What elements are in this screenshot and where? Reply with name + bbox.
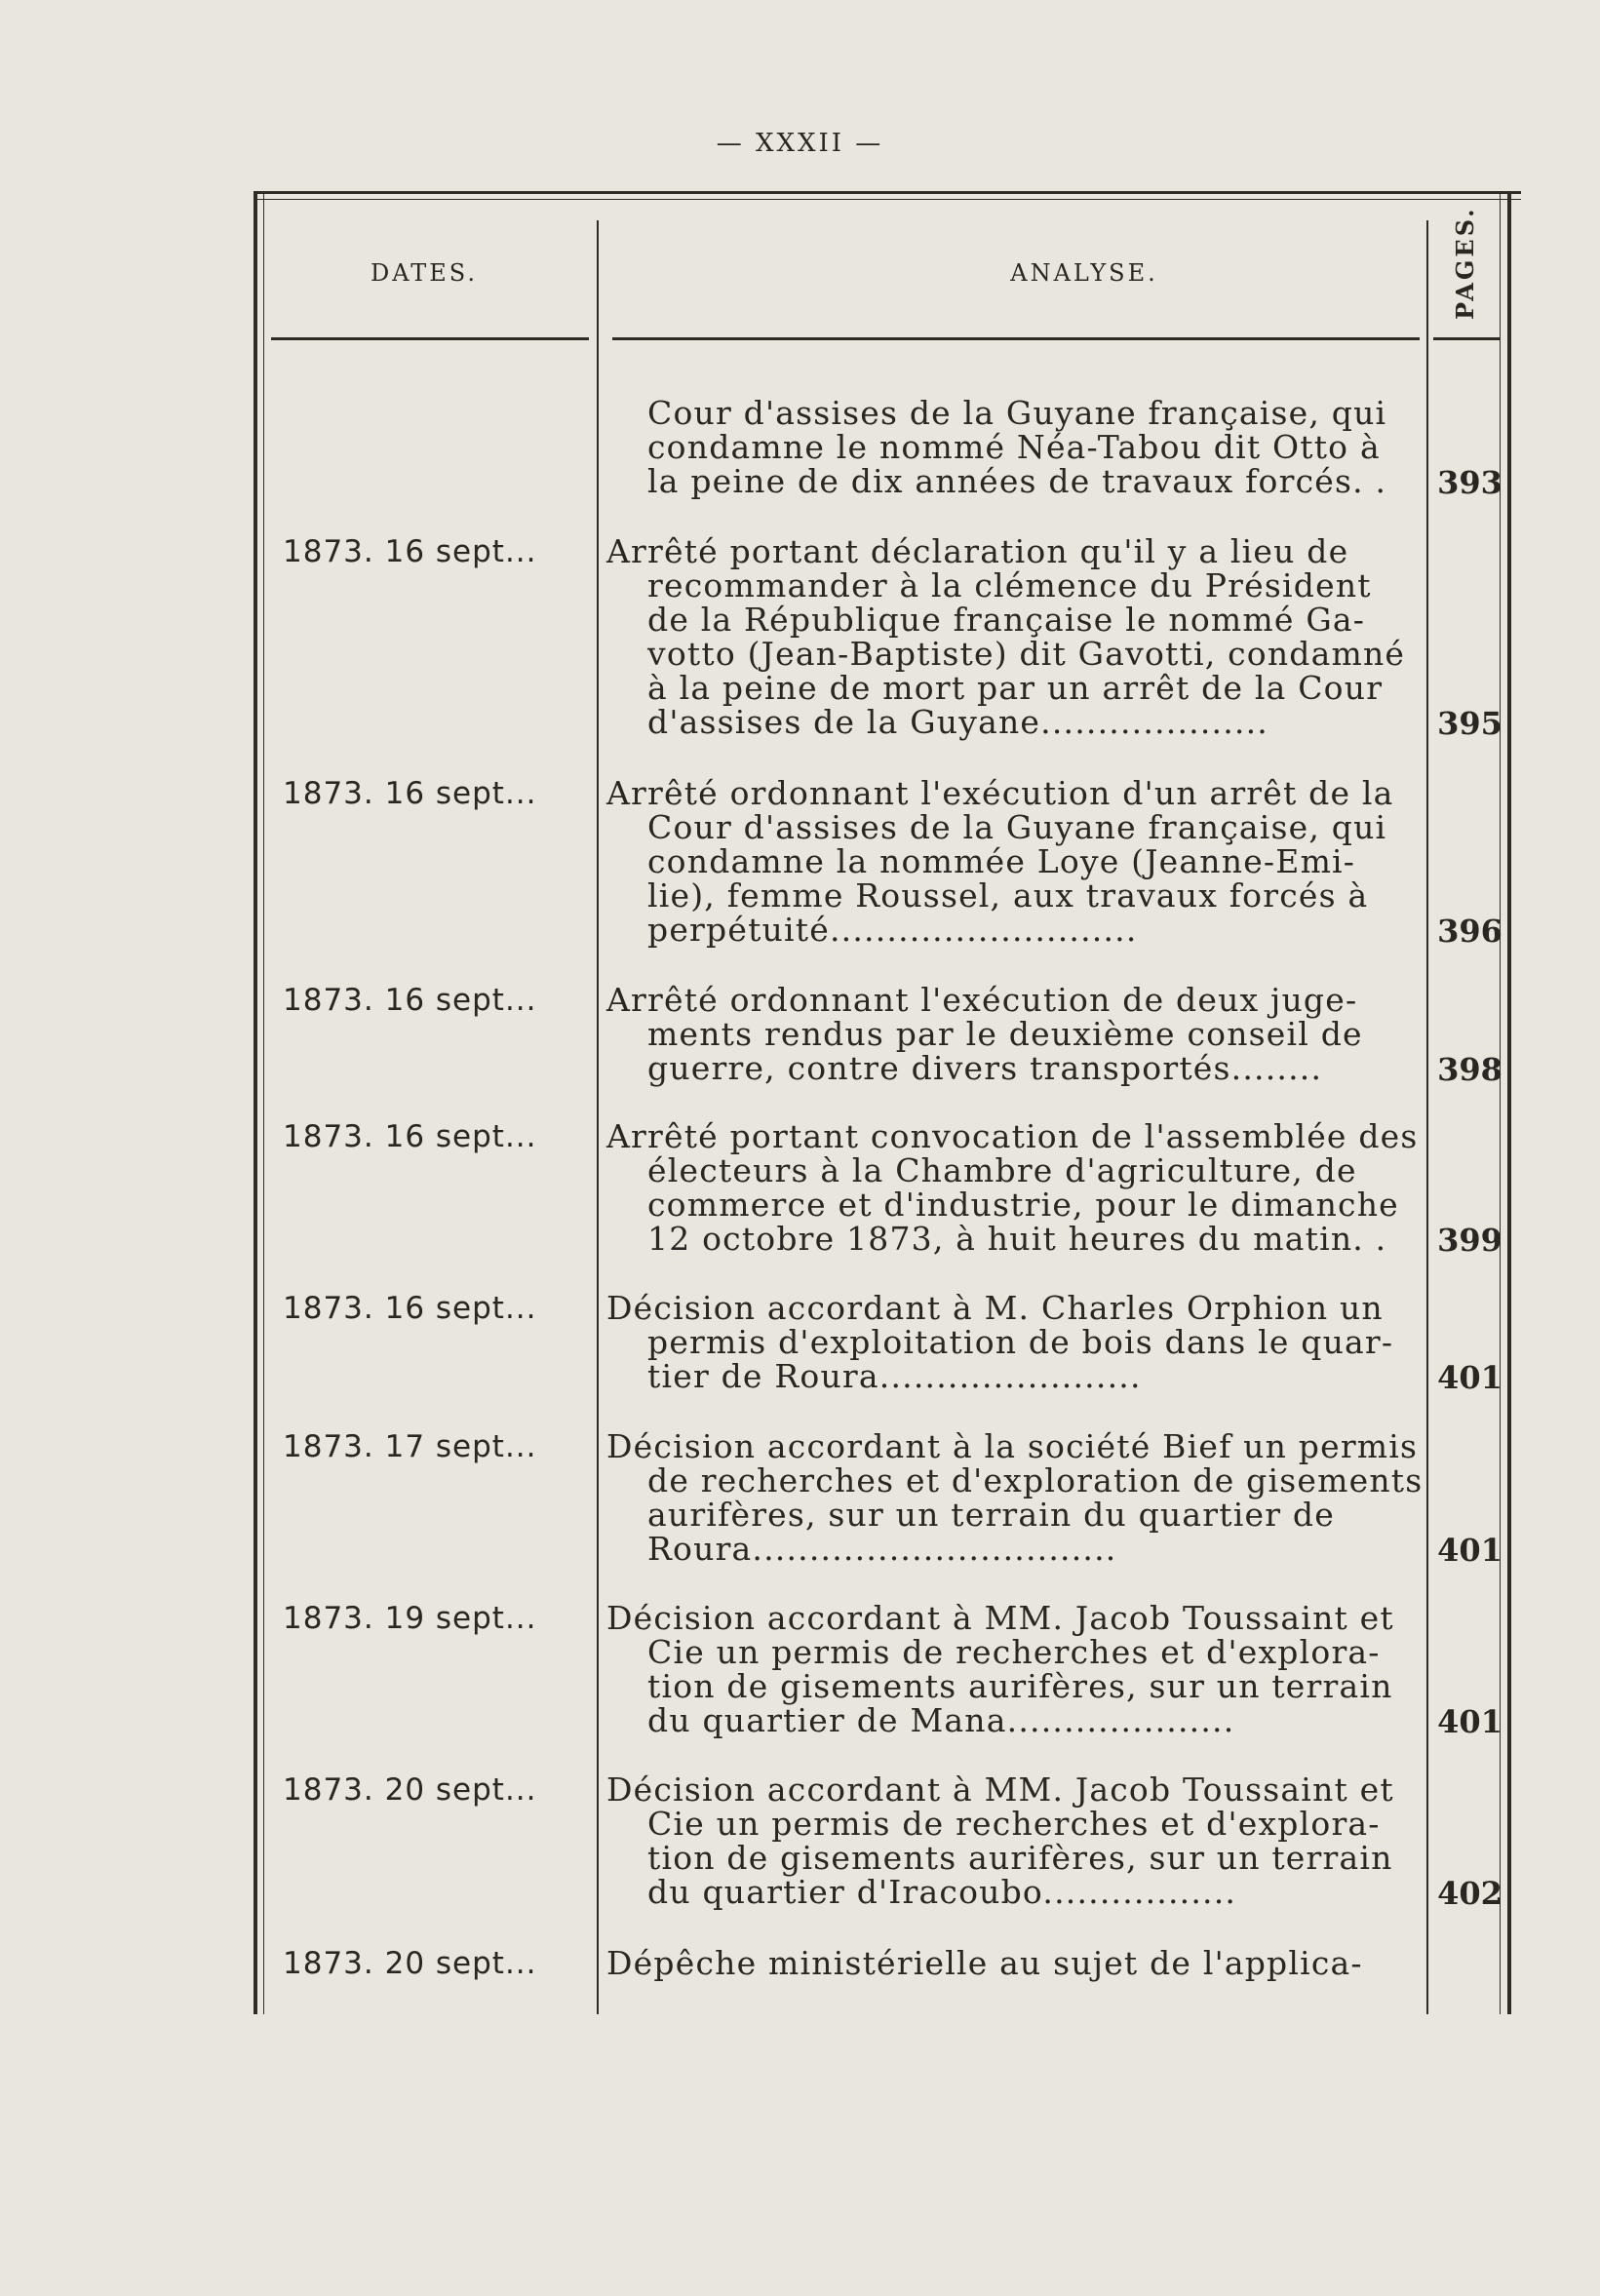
entry-analysis — [606, 396, 1414, 498]
entry-page: 393 — [1437, 464, 1502, 501]
entry-date: 1873. 19 sept... — [283, 1601, 537, 1636]
entry-analysis — [606, 983, 1414, 1085]
analysis-line: à la peine de mort par un arrêt de la Cour — [647, 669, 1384, 707]
analysis-line: Décision accordant à M. Charles Orphion un — [606, 1289, 1384, 1327]
left-border-thin — [263, 191, 264, 2014]
entry-date: 1873. 16 sept... — [283, 1291, 537, 1326]
analysis-line: Dépêche ministérielle au sujet de l'applica- — [606, 1944, 1363, 1982]
entry-analysis — [606, 1117, 1419, 1258]
analysis-line: commerce et d'industrie, pour le dimanche — [647, 1186, 1399, 1224]
entry-analysis — [606, 1427, 1424, 1568]
entry-page: 401 — [1437, 1359, 1502, 1396]
analyse-header-underline — [612, 337, 1420, 340]
analysis-line: 12 octobre 1873, à huit heures du matin. . — [647, 1220, 1387, 1258]
analysis-line: condamne le nommé Néa-Tabou dit Otto à — [647, 428, 1381, 466]
page-number: — XXXII — — [716, 129, 884, 158]
analysis-line: Arrêté ordonnant l'exécution d'un arrêt de la — [606, 774, 1394, 812]
analysis-line: tion de gisements aurifères, sur un terrain — [647, 1667, 1393, 1705]
analysis-line: votto (Jean-Baptiste) dit Gavotti, condamné — [647, 635, 1406, 673]
analysis-line: de la République française le nommé Ga- — [647, 601, 1366, 639]
analysis-line: Cie un permis de recherches et d'explora- — [647, 1805, 1381, 1843]
analysis-line: d'assises de la Guyane.................... — [647, 703, 1268, 741]
entry-analysis — [606, 1291, 1414, 1393]
analysis-line: recommander à la clémence du Président — [647, 566, 1372, 604]
header-dates: DATES. — [370, 259, 478, 287]
analysis-line: Cour d'assises de la Guyane française, qui — [647, 394, 1387, 432]
entry-date: 1873. 16 sept... — [283, 983, 537, 1018]
entry-page: 398 — [1437, 1051, 1502, 1088]
entry-page: 402 — [1437, 1875, 1502, 1912]
analysis-line: Cour d'assises de la Guyane française, qui — [647, 808, 1387, 846]
entry-analysis — [606, 534, 1414, 739]
analysis-line: de recherches et d'exploration de gisements — [647, 1461, 1424, 1499]
index-table — [254, 191, 1531, 2014]
analysis-line: lie), femme Roussel, aux travaux forcés à — [647, 876, 1369, 915]
entry-date: 1873. 16 sept... — [283, 1119, 537, 1154]
entry-page: 401 — [1437, 1703, 1502, 1740]
analysis-line: Arrêté portant convocation de l'assemblée des — [606, 1117, 1419, 1155]
left-border — [254, 191, 257, 2014]
entry-page: 399 — [1437, 1222, 1502, 1259]
analysis-line: Cie un permis de recherches et d'explora- — [647, 1633, 1381, 1671]
analysis-line: tier de Roura....................... — [647, 1357, 1142, 1395]
entry-date: 1873. 20 sept... — [283, 1772, 537, 1808]
entry-page: 396 — [1437, 913, 1502, 950]
analysis-line: Décision accordant à MM. Jacob Toussaint et — [606, 1771, 1394, 1809]
analysis-line: guerre, contre divers transportés........ — [647, 1049, 1323, 1087]
entry-date: 1873. 16 sept... — [283, 534, 537, 569]
analysis-line: condamne la nommée Loye (Jeanne-Emi- — [647, 842, 1356, 880]
analysis-line: permis d'exploitation de bois dans le quar- — [647, 1323, 1394, 1361]
entry-analysis — [606, 1946, 1414, 1980]
analysis-line: tion de gisements aurifères, sur un terrain — [647, 1839, 1393, 1877]
analysis-line: perpétuité........................... — [647, 911, 1138, 949]
entry-date: 1873. 16 sept... — [283, 776, 537, 811]
pages-header-underline — [1433, 337, 1500, 340]
header-pages: PAGES. — [1451, 206, 1479, 320]
top-rule — [254, 191, 1521, 194]
analysis-line: Arrêté portant déclaration qu'il y a lieu de — [606, 532, 1349, 570]
analysis-line: ments rendus par le deuxième conseil de — [647, 1015, 1363, 1053]
entry-page: 395 — [1437, 705, 1502, 742]
analysis-line: du quartier de Mana.................... — [647, 1701, 1235, 1739]
analysis-line: Roura................................ — [647, 1530, 1117, 1568]
entry-analysis — [606, 1601, 1414, 1737]
analysis-line: Décision accordant à la société Bief un permis — [606, 1427, 1419, 1465]
entry-page: 401 — [1437, 1532, 1502, 1569]
entry-date: 1873. 17 sept... — [283, 1429, 537, 1464]
analysis-line: aurifères, sur un terrain du quartier de — [647, 1496, 1335, 1534]
top-rule-thin — [254, 199, 1521, 200]
entry-analysis — [606, 776, 1414, 947]
entry-date: 1873. 20 sept... — [283, 1946, 537, 1981]
entry-analysis — [606, 1772, 1414, 1909]
analysis-line: la peine de dix années de travaux forcés. . — [647, 462, 1387, 500]
analysis-line: électeurs à la Chambre d'agriculture, de — [647, 1151, 1357, 1189]
dates-column-separator — [597, 220, 599, 2014]
header-analyse: ANALYSE. — [1010, 259, 1158, 287]
analysis-line: Décision accordant à MM. Jacob Toussaint et — [606, 1599, 1394, 1637]
dates-header-underline — [271, 337, 589, 340]
analysis-line: du quartier d'Iracoubo................. — [647, 1873, 1237, 1911]
analysis-line: Arrêté ordonnant l'exécution de deux juge- — [606, 981, 1358, 1019]
